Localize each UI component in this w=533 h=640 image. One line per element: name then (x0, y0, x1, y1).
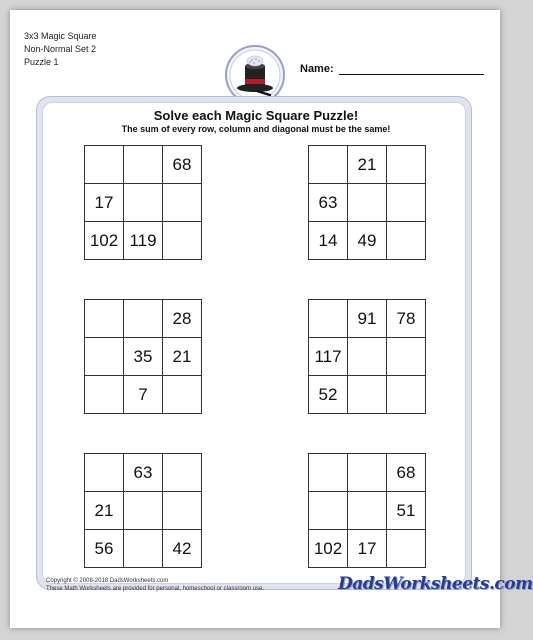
cell[interactable] (348, 376, 387, 414)
cell[interactable] (309, 492, 348, 530)
cell[interactable]: 52 (309, 376, 348, 414)
cell[interactable] (85, 376, 124, 414)
magic-square-1 (84, 145, 202, 260)
cell[interactable] (124, 300, 163, 338)
cell[interactable]: 117 (309, 338, 348, 376)
cell[interactable] (348, 454, 387, 492)
cell[interactable]: 51 (387, 492, 426, 530)
cell[interactable]: 35 (124, 338, 163, 376)
cell[interactable] (348, 338, 387, 376)
cell[interactable] (163, 376, 202, 414)
cell[interactable]: 28 (163, 300, 202, 338)
cell[interactable] (163, 492, 202, 530)
magic-square-3 (84, 299, 202, 414)
cell[interactable]: 102 (309, 530, 348, 568)
cell[interactable] (387, 146, 426, 184)
magic-square-4 (308, 299, 426, 414)
cell[interactable] (163, 454, 202, 492)
cell[interactable] (387, 376, 426, 414)
worksheet-type: 3x3 Magic Square (24, 31, 97, 41)
cell[interactable]: 63 (124, 454, 163, 492)
cell[interactable]: 102 (85, 222, 124, 260)
cell[interactable] (387, 338, 426, 376)
cell[interactable] (309, 146, 348, 184)
cell[interactable] (163, 222, 202, 260)
usage-notice: These Math Worksheets are provided for personal, homeschool or classroom use. (46, 586, 264, 592)
cell[interactable] (85, 300, 124, 338)
cell[interactable]: 91 (348, 300, 387, 338)
cell[interactable] (348, 492, 387, 530)
cell[interactable] (85, 146, 124, 184)
cell[interactable] (124, 492, 163, 530)
cell[interactable]: 42 (163, 530, 202, 568)
footer-copyright-block (46, 577, 264, 593)
cell[interactable]: 17 (348, 530, 387, 568)
magic-square-5 (84, 453, 202, 568)
cell[interactable]: 14 (309, 222, 348, 260)
cell[interactable] (124, 184, 163, 222)
cell[interactable]: 49 (348, 222, 387, 260)
cell[interactable]: 78 (387, 300, 426, 338)
cell[interactable]: 68 (163, 146, 202, 184)
set-name: Non-Normal Set 2 (24, 44, 97, 54)
cell[interactable]: 21 (85, 492, 124, 530)
cell[interactable] (309, 454, 348, 492)
cell[interactable]: 21 (348, 146, 387, 184)
name-input-line[interactable] (339, 74, 484, 75)
cell[interactable] (124, 530, 163, 568)
instructions-subtitle: The sum of every row, column and diagonal must be the same! (121, 124, 391, 134)
cell[interactable] (348, 184, 387, 222)
magic-square-6 (308, 453, 426, 568)
cell[interactable] (85, 338, 124, 376)
cell[interactable] (85, 454, 124, 492)
puzzle-number: Puzzle 1 (24, 57, 59, 67)
cell[interactable] (124, 146, 163, 184)
dadsworksheets-logo: DadsWorksheets.com (338, 574, 533, 594)
cell[interactable] (309, 300, 348, 338)
cell[interactable] (387, 222, 426, 260)
cell[interactable] (387, 184, 426, 222)
magic-square-2 (308, 145, 426, 260)
cell[interactable]: 119 (124, 222, 163, 260)
cell[interactable]: 17 (85, 184, 124, 222)
instructions-title: Solve each Magic Square Puzzle! (153, 108, 359, 123)
cell[interactable]: 21 (163, 338, 202, 376)
cell[interactable]: 68 (387, 454, 426, 492)
copyright-text: Copyright © 2008-2018 DadsWorksheets.com (46, 578, 169, 584)
cell[interactable] (163, 184, 202, 222)
cell[interactable]: 56 (85, 530, 124, 568)
cell[interactable]: 7 (124, 376, 163, 414)
worksheet-meta (24, 30, 97, 69)
cell[interactable]: 63 (309, 184, 348, 222)
cell[interactable] (387, 530, 426, 568)
name-label: Name: (300, 63, 334, 75)
